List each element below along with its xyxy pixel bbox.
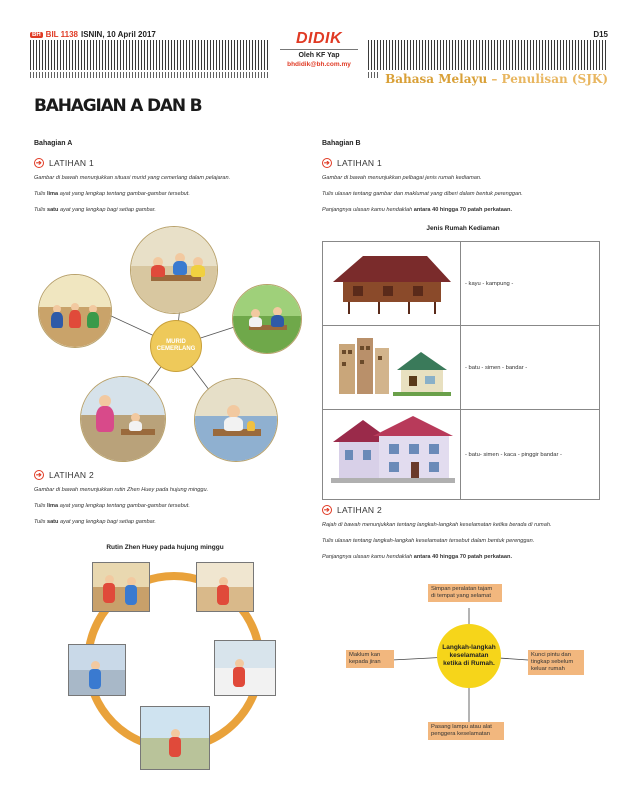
part-b-heading: Bahagian B — [322, 140, 361, 147]
table-row — [323, 242, 600, 326]
town-house-image — [323, 326, 461, 410]
routine-image-3 — [214, 640, 276, 696]
bungalow-image — [323, 410, 461, 500]
bh-logo: BH — [32, 31, 41, 38]
latihan-2a-label: ➔ LATIHAN 2 — [35, 470, 95, 480]
node-sharp-tools: Simpan peralatan tajam di tempat yang selamat — [428, 584, 502, 602]
houses-table-title: Jenis Rumah Kediaman — [426, 225, 500, 232]
header-stripes-left — [30, 40, 270, 70]
latihan-1a-text: LATIHAN 1 — [49, 158, 95, 168]
kampung-house-image — [323, 242, 461, 326]
latihan-2b-line3: Panjangnya ulasan kamu hendaklah antara 40 hingga 70 patah perkataan. — [322, 554, 512, 560]
table-row — [323, 326, 600, 410]
routine-image-4 — [68, 644, 126, 696]
subject-separator: – — [487, 72, 502, 86]
cycle-title: Rutin Zhen Huey pada hujung minggu — [106, 544, 224, 551]
header-stripes-bottom-left — [30, 72, 270, 78]
routine-image-1 — [92, 562, 150, 612]
subject-main: Bahasa Melayu — [385, 72, 488, 86]
murid-cemerlang-diagram — [34, 228, 296, 458]
latihan-1b-line1: Gambar di bawah menunjukkan pelbagai jenis rumah kediaman. — [322, 175, 482, 181]
arrow-right-icon: ➔ — [323, 159, 331, 167]
latihan-1b-line3: Panjangnya ulasan kamu hendaklah antara 40 hingga 70 patah perkataan. — [322, 207, 512, 213]
teacher-classroom-image — [80, 376, 166, 462]
latihan-2a-line2: Tulis lima ayat yang lengkap tentang gambar-gambar tersebut. — [34, 503, 190, 509]
latihan-2b-line1: Rajah di bawah menunjukkan tentang langkah-langkah keselamatan ketika berada di rumah. — [322, 522, 552, 528]
author-byline: Oleh KF Yap — [298, 52, 340, 59]
latihan-1a-label — [34, 158, 296, 168]
node-lock-doors: Kunci pintu dan tingkap sebelum keluar rumah — [528, 650, 584, 675]
page-number: D15 — [589, 30, 608, 39]
issue-date: ISNIN, 10 April 2017 — [81, 30, 156, 39]
student-reading-image — [194, 378, 278, 462]
page-title: BAHAGIAN A DAN B — [34, 96, 202, 116]
school-assembly-image — [38, 274, 112, 348]
node-alarm-lights: Pasang lampu atau alat penggera keselamatan — [428, 722, 504, 740]
arrow-right-icon: ➔ — [35, 471, 43, 479]
latihan-2a-line1: Gambar di bawah menunjukkan rutin Zhen Huey pada hujung minggu. — [34, 487, 209, 493]
garden-study-image — [232, 284, 302, 354]
arrow-right-icon: ➔ — [323, 506, 331, 514]
latihan-1b-label: ➔ LATIHAN 1 — [323, 158, 383, 168]
subject-sub: Penulisan (SJK) — [501, 72, 608, 86]
table-row — [323, 410, 600, 500]
latihan-2b-block — [322, 505, 604, 561]
routine-image-2 — [196, 562, 254, 612]
arrow-right-icon: ➔ — [35, 159, 43, 167]
issue-info — [30, 30, 160, 39]
page-header — [30, 30, 608, 86]
part-a-column — [34, 140, 296, 214]
latihan-2a-block — [34, 470, 296, 526]
latihan-1a-line2: Tulis lima ayat yang lengkap tentang gambar-gambar tersebut. — [34, 191, 190, 197]
part-a-heading: Bahagian A — [34, 140, 73, 147]
safety-mindmap — [322, 572, 604, 768]
latihan-2b-line2: Tulis ulasan tentang langkah-langkah keselamatan tersebut dalam bentuk perenggan. — [322, 538, 535, 544]
latihan-2a-line3: Tulis satu ayat yang lengkap bagi setiap gambar. — [34, 519, 156, 525]
masthead-divider — [280, 49, 358, 50]
edition-number: BIL 1138 — [45, 30, 78, 39]
weekend-routine-cycle — [64, 560, 282, 778]
town-house-keywords: - batu - simen - bandar - — [461, 326, 600, 410]
latihan-2b-label: ➔ LATIHAN 2 — [323, 505, 383, 515]
header-stripes-right — [368, 40, 608, 70]
part-b-column — [322, 140, 604, 214]
masthead-title: DIDIK — [295, 30, 343, 47]
masthead — [272, 30, 366, 69]
latihan-1a-line1: Gambar di bawah menunjukkan situasi murid yang cemerlang dalam pelajaran. — [34, 175, 231, 181]
node-inform-neighbours: Maklum kan kepada jiran — [346, 650, 394, 668]
subject-title — [379, 72, 608, 86]
classroom-group-image — [130, 226, 218, 314]
latihan-1b-line2: Tulis ulasan tentang gambar dan maklumat yang diberi dalam bentuk perenggan. — [322, 191, 523, 197]
author-email[interactable]: bhdidik@bh.com.my — [287, 61, 351, 68]
kampung-house-keywords: - kayu - kampung - — [461, 242, 600, 326]
latihan-1a-line3: Tulis satu ayat yang lengkap bagi setiap gambar. — [34, 207, 156, 213]
routine-image-5 — [140, 706, 210, 770]
bungalow-keywords: - batu- simen - kaca - pinggir bandar - — [461, 410, 600, 500]
murid-cemerlang-hub: MURID CEMERLANG — [150, 320, 202, 372]
houses-table — [322, 241, 600, 500]
mindmap-center: Langkah-langkah keselamatan ketika di Rumah. — [437, 624, 501, 688]
